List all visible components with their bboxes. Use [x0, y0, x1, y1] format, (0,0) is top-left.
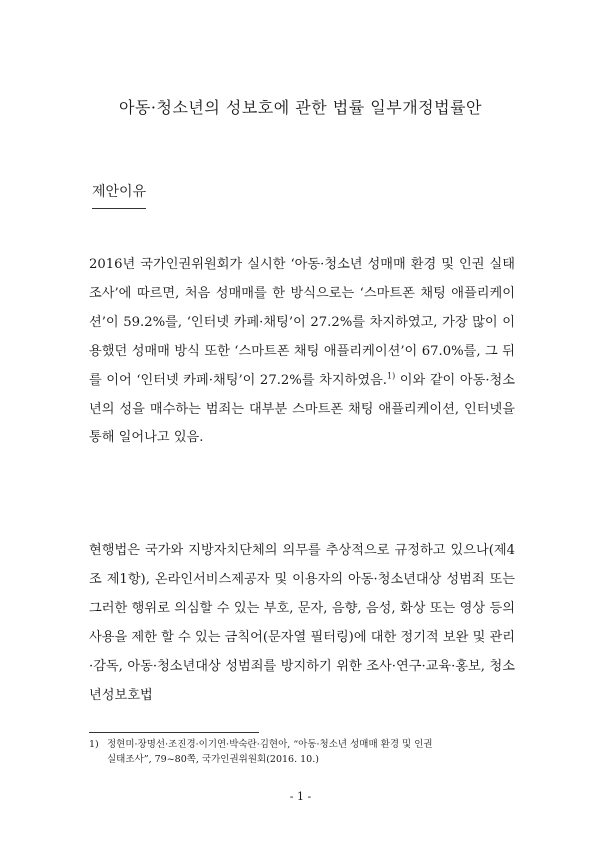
paragraph-reason-1	[89, 251, 515, 453]
footnote-text-line-1: 정현미·장명선·조진경·이기연·박숙란·김현아, “아동·청소년 성매매 환경 및 인권	[107, 739, 433, 750]
footnote	[89, 737, 519, 767]
paragraph-1-text-b: 이와 같이 아동·청소년의 성을 매수하는 범죄는 대부분 스마트폰 채팅 애플리케이션, 인터넷을 통해 일어나고 있음.	[89, 372, 516, 446]
paragraph-reason-2: 현행법은 국가와 지방자치단체의 의무를 추상적으로 규정하고 있으나(제4조 제1항), 온라인서비스제공자 및 이용자의 아동·청소년대상 성범죄 또는 그러한 행위로 의심할 수 있는 부호, 문자, 음향, 음성, 화상 또는 영상 등의 사용을 제한 할 수 있는 금칙어(문자열 필터링)에 대한 정기적 보완 및 관리·감독, 아동·청소년대상 성범죄를 방지하기 위한 조사·연구·교육·홍보, 청소년성보호법	[89, 543, 515, 703]
footnote-reference[interactable]: 1)	[387, 371, 396, 381]
paragraph-1-text-a: 2016년 국가인권위원회가 실시한 ‘아동·청소년 성매매 환경 및 인권 실태조사’에 따르면, 처음 성매매를 한 방식으로는 ‘스마트폰 채팅 애플리케이션’이 59.2%를, ‘인터넷 카페·채팅’이 27.2%를 차지하였고, 가장 많이 이용했던 성매매 방식 또한 ‘스마트폰 채팅 애플리케이션’이 67.0%를, 그 뒤를 이어 ‘인터넷 카페·채팅’이 27.2%를 차지하였음.	[89, 257, 515, 388]
page-number: - 1 -	[289, 790, 312, 803]
bill-title: 아동·청소년의 성보호에 관한 법률 일부개정법률안	[118, 98, 482, 117]
footnote-divider	[89, 732, 259, 733]
footnote-text-line-2: 실태조사”, 79~80쪽, 국가인권위원회(2016. 10.)	[107, 754, 319, 765]
section-heading: 제안이유	[92, 181, 146, 209]
footnote-number: 1)	[89, 739, 99, 750]
